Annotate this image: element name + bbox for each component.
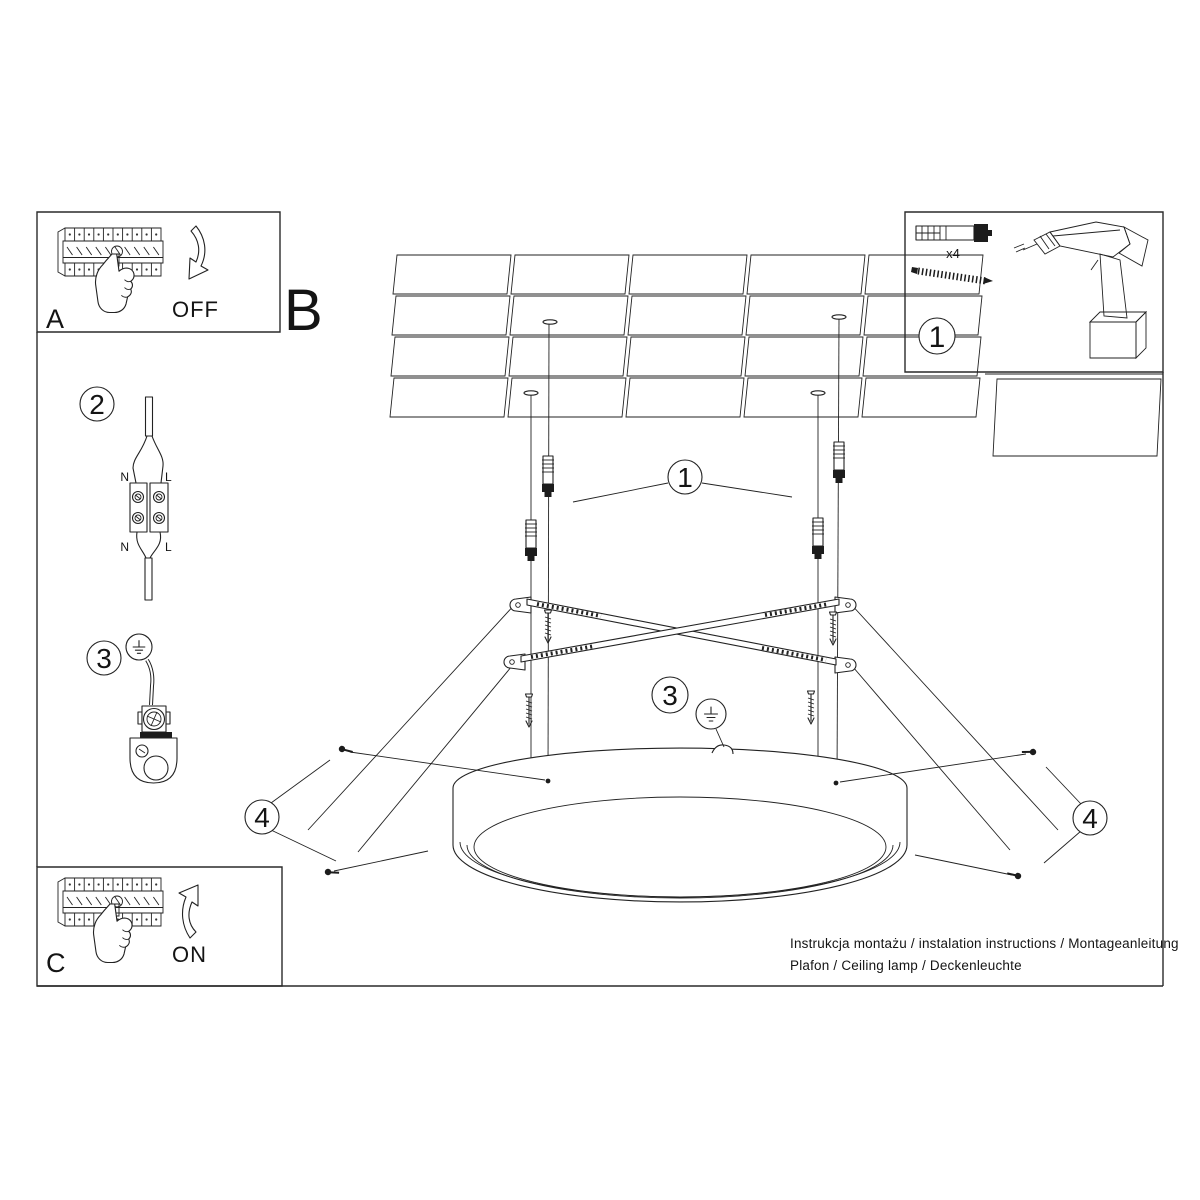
ceiling-hole [524, 315, 846, 395]
arrow-up-icon [179, 885, 198, 938]
callout-3-number: 3 [662, 680, 678, 711]
wiring-step-number: 2 [89, 389, 105, 420]
callout-1-number: 1 [677, 462, 693, 493]
power-on-step-box [37, 867, 282, 986]
wire-n-bottom-label: N [120, 540, 129, 554]
footer-text [790, 936, 1179, 973]
tools-kit-box [905, 212, 1163, 372]
callout-screws-left [245, 760, 336, 861]
callout-anchors [573, 460, 792, 502]
ground-terminal-step [87, 634, 177, 783]
wall-plug-icon [916, 224, 992, 242]
ground-icon [696, 699, 726, 729]
callout-ground [652, 677, 726, 747]
kit-step-number: 1 [928, 321, 946, 354]
section-b-label: B [284, 278, 323, 343]
callout-4-left-number: 4 [254, 802, 270, 833]
footer-line-1: Instrukcja montażu / instalation instructions / Montageanleitung [790, 936, 1179, 951]
ground-lug-icon [130, 660, 177, 783]
callout-4-right-number: 4 [1082, 803, 1098, 834]
callout-screws-right [1044, 767, 1107, 863]
drill-icon [1014, 222, 1148, 358]
ground-icon [126, 634, 152, 660]
wire-l-top-label: L [165, 470, 172, 484]
footer-line-2: Plafon / Ceiling lamp / Deckenleuchte [790, 958, 1022, 973]
arrow-down-icon [189, 226, 208, 279]
terminal-block-icon [130, 397, 168, 600]
ceiling-lamp [453, 745, 907, 902]
ground-step-number: 3 [96, 643, 112, 674]
wire-l-bottom-label: L [165, 540, 172, 554]
power-off-step-box [37, 212, 280, 334]
mounting-cross-bars [504, 597, 856, 673]
step-c-label: C [46, 948, 66, 978]
lamp-wire-connector [712, 745, 733, 754]
anchor-quantity: x4 [946, 246, 960, 261]
power-on-label: ON [172, 942, 207, 967]
wire-n-top-label: N [120, 470, 129, 484]
step-a-label: A [46, 304, 65, 334]
ceiling-grid [390, 255, 1163, 456]
wiring-step [80, 387, 172, 600]
power-off-label: OFF [172, 297, 219, 322]
